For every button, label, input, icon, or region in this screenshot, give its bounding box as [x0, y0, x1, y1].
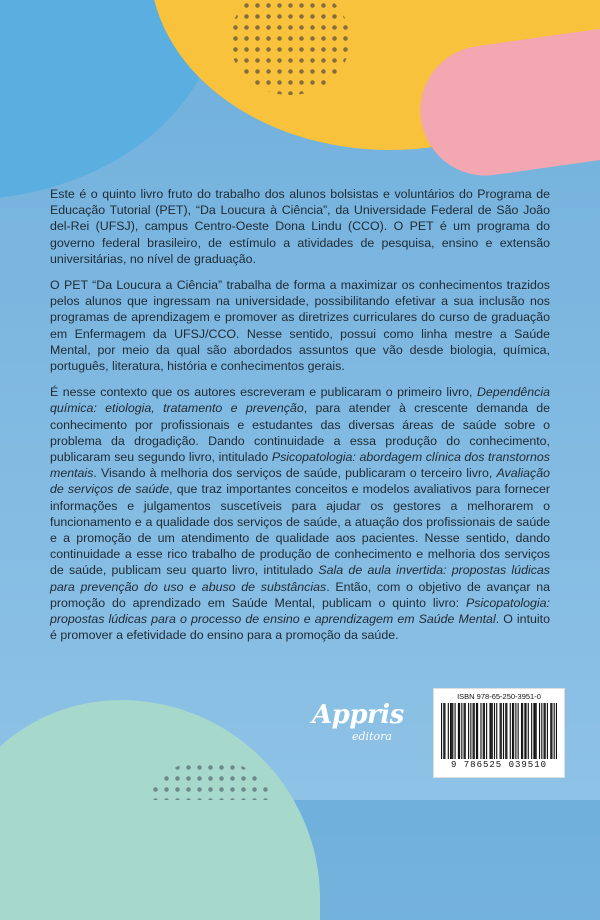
barcode-bar	[492, 703, 493, 759]
barcode-bar	[470, 703, 471, 759]
book-title-4: Sala de aula invertida: propostas lúdicas para prevenção do uso e abuso de substâncias	[50, 563, 550, 594]
barcode-bar	[477, 703, 478, 759]
barcode-bar	[491, 703, 492, 759]
barcode-bar	[500, 703, 501, 759]
barcode-bar	[450, 703, 451, 759]
barcode-bar	[489, 703, 490, 759]
barcode-bar	[521, 703, 522, 759]
barcode-bar	[459, 703, 460, 759]
barcode-bar	[452, 703, 453, 759]
book-title-5: Psicopatologia: propostas lúdicas para o processo de ensino e aprendizagem em Saúde Mental	[50, 595, 550, 627]
barcode-bar	[533, 703, 534, 759]
barcode-bar	[473, 703, 474, 759]
barcode-bar	[506, 703, 507, 759]
barcode-bar	[451, 703, 452, 759]
barcode-bar	[510, 703, 511, 759]
book-title-2: Psicopatologia: abordagem clínica dos transtornos mentais	[50, 450, 550, 481]
barcode	[433, 688, 565, 778]
isbn-label: ISBN 978-65-250-3951-0	[457, 692, 541, 701]
barcode-bar	[441, 703, 442, 759]
barcode-bar	[512, 703, 513, 759]
publisher-logo	[312, 700, 412, 750]
barcode-bar	[483, 703, 484, 759]
barcode-bar	[541, 703, 542, 759]
barcode-bar	[531, 703, 532, 759]
barcode-bar	[539, 703, 540, 759]
barcode-bar	[474, 703, 475, 759]
barcode-bars	[441, 703, 557, 759]
barcode-bar	[486, 703, 487, 759]
barcode-bar	[455, 703, 456, 759]
barcode-bar	[518, 703, 519, 759]
barcode-bar	[550, 703, 551, 759]
barcode-bar	[468, 703, 469, 759]
barcode-bar	[525, 703, 526, 759]
barcode-bar	[515, 703, 516, 759]
barcode-bar	[513, 703, 514, 759]
barcode-bar	[522, 703, 523, 759]
barcode-bar	[458, 703, 459, 759]
barcode-bar	[554, 703, 555, 759]
barcode-bar	[484, 703, 485, 759]
barcode-bar	[524, 703, 525, 759]
book-title-1: Dependência química: etiologia, tratamento e prevenção	[50, 385, 550, 416]
barcode-bar	[503, 703, 504, 759]
barcode-bar	[448, 703, 449, 759]
barcode-bar	[464, 703, 465, 759]
barcode-bar	[494, 703, 495, 759]
publisher-name: Appris	[312, 700, 404, 730]
barcode-bar	[444, 703, 445, 759]
barcode-bar	[476, 703, 477, 759]
barcode-bar	[461, 703, 462, 759]
barcode-bar	[443, 703, 444, 759]
teal-shape	[0, 700, 320, 920]
barcode-bar	[551, 703, 552, 759]
barcode-bar	[545, 703, 546, 759]
barcode-bar	[480, 703, 481, 759]
barcode-bar	[543, 703, 544, 759]
barcode-bar	[547, 703, 548, 759]
barcode-bar	[505, 703, 506, 759]
book-title-3: Avaliação de serviços de saúde	[50, 466, 550, 497]
publisher-sub: editora	[352, 730, 392, 743]
barcode-bar	[501, 703, 502, 759]
paragraph-1: Este é o quinto livro fruto do trabalho dos alunos bolsistas e voluntários do Programa de Educação Tutorial (PET), “Da Loucura à Ciência”, da Universidade Federal de São João del-Rei (UFSJ), campus Centro-Oeste Dona Lindu (CCO). O PET é um programa do governo federal brasileiro, de estímulo a atividades de pesquisa, ensino e extensão universitárias, no nível de graduação.	[50, 187, 550, 266]
back-cover-text	[50, 186, 550, 653]
barcode-bar	[556, 703, 557, 759]
paragraph-2: O PET “Da Loucura a Ciência” trabalha de forma a maximizar os conhecimentos trazidos pelos alunos que ingressam na universidade, possibilitando efetivar a sua inclusão nos programas de aprendizagem e promover as diretrizes curriculares do curso de graduação em Enfermagem da UFSJ/CCO. Nesse sentido, possui como linha mestre a Saúde Mental, por meio da qual são abordados assuntos que vão desde biologia, química, português, literatura, história e conhecimentos gerais.	[50, 278, 550, 374]
paragraph-3: É nesse contexto que os autores escreveram e publicaram o primeiro livro, Dependência química: etiologia, tratamento e prevenção, para atender à crescente demanda de conhecimento por profissionais e estudantes das diversas áreas de saúde sobre o problema da drogadição. Dando continuidade a essa produção do conhecimento, publicaram seu segundo livro, intitulado Psicopatologia: abordagem clínica dos transtornos mentais. Visando à melhoria dos serviços de saúde, publicaram o terceiro livro, Avaliação de serviços de saúde, que traz importantes conceitos e modelos avaliativos para fornecer informações e julgamentos suscetíveis para ajudar os gestores a melhorarem o funcionamento e a qualidade dos serviços de saúde, a atuação dos profissionais de saúde e a promoção de um atendimento de qualidade aos pacientes. Nesse sentido, dando continuidade a esse rico trabalho de produção de conhecimento e melhoria dos serviços de saúde, publicam seu quarto livro, intitulado Sala de aula invertida: propostas lúdicas para prevenção do uso e abuso de substâncias. Então, com o objetivo de avançar na promoção do aprendizado em Saúde Mental, publicam o quinto livro: Psicopatologia: propostas lúdicas para o processo de ensino e aprendizagem em Saúde Mental. O intuito é promover a efetividade do ensino para a promoção da saúde.	[50, 385, 550, 643]
barcode-bar	[536, 703, 537, 759]
barcode-bar	[465, 703, 466, 759]
barcode-bar	[496, 703, 497, 759]
barcode-number: 9 786525 039510	[450, 760, 547, 770]
barcode-bar	[528, 703, 529, 759]
barcode-bar	[534, 703, 535, 759]
